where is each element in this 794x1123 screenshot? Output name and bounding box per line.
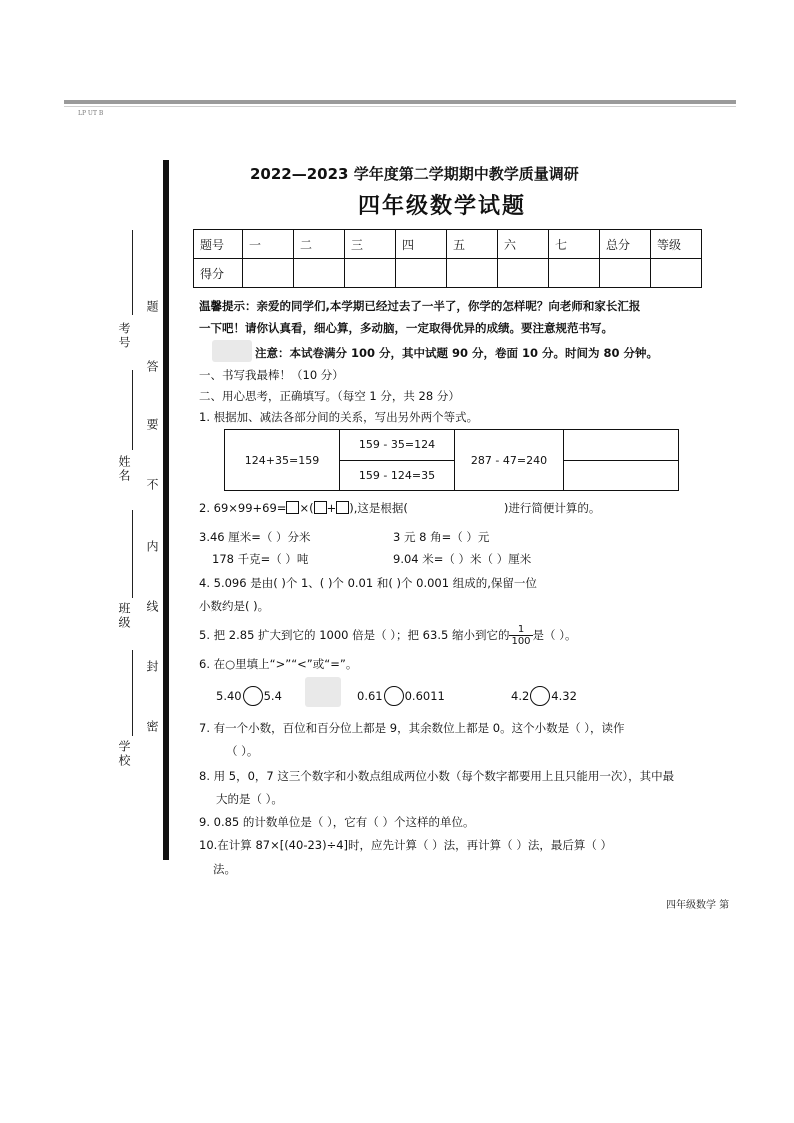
answer-cell[interactable]	[564, 460, 679, 491]
exam-number-blank	[132, 230, 133, 315]
seal-char: 封	[145, 660, 159, 674]
seal-char: 线	[145, 600, 159, 614]
exam-number-label: 考号	[117, 322, 131, 350]
question-2: 2. 69×99+69= ×( + ),这是根据( )进行简便计算的。	[199, 501, 601, 515]
compare-c: 4.2 4.32	[511, 686, 577, 706]
exam-subtitle: 2022—2023 学年度第二学期期中教学质量调研	[250, 165, 579, 183]
question-7-line1: 7. 有一个小数，百位和百分位上都是 9，其余数位上都是 0。这个小数是（ ），读作	[199, 721, 625, 735]
answer-box[interactable]	[336, 501, 349, 514]
binding-line	[163, 160, 169, 860]
question-3b: 3 元 8 角=（ ）元	[393, 530, 490, 544]
score-cell[interactable]	[396, 259, 447, 288]
scan-smudge	[305, 677, 341, 707]
score-header-cell: 题号	[194, 230, 243, 259]
score-table-score-row	[194, 259, 702, 288]
seal-char: 题	[145, 300, 159, 314]
compare-circle[interactable]	[243, 686, 263, 706]
score-cell[interactable]	[651, 259, 702, 288]
scan-smudge	[212, 340, 252, 362]
score-cell[interactable]	[294, 259, 345, 288]
question-4-line1: 4. 5.096 是由( )个 1、( )个 0.01 和( )个 0.001 组成的,保留一位	[199, 576, 537, 590]
question-7-line2: （ ）。	[226, 744, 259, 758]
tips-line2: 一下吧！请你认真看，细心算，多动脑，一定取得优异的成绩。要注意规范书写。	[199, 321, 613, 335]
score-header-cell: 四	[396, 230, 447, 259]
score-header-cell: 总分	[600, 230, 651, 259]
tips-line1: 温馨提示：亲爱的同学们,本学期已经过去了一半了，你学的怎样呢？向老师和家长汇报	[199, 299, 641, 313]
score-cell[interactable]	[345, 259, 396, 288]
compare-circle[interactable]	[384, 686, 404, 706]
score-header-cell: 二	[294, 230, 345, 259]
question-9: 9. 0.85 的计数单位是（ ），它有（ ）个这样的单位。	[199, 815, 475, 829]
question-3d: 9.04 米=（ ）米（ ）厘米	[393, 552, 532, 566]
page-footer: 四年级数学 第	[666, 900, 730, 911]
compare-b: 0.61 0.6011	[357, 686, 445, 706]
question-6: 6. 在○里填上“>”“<”或“=”。	[199, 657, 358, 671]
equation-table	[224, 429, 679, 491]
corner-code: LP UT B	[78, 110, 104, 117]
score-header-cell: 等级	[651, 230, 702, 259]
score-header-cell: 一	[243, 230, 294, 259]
question-3c: 178 千克=（ ）吨	[212, 552, 309, 566]
name-blank	[132, 370, 133, 450]
section-2-heading: 二、用心思考，正确填写。（每空 1 分，共 28 分）	[199, 389, 460, 403]
section-1-heading: 一、书写我最棒！（10 分）	[199, 368, 344, 382]
question-8-line2: 大的是（ ）。	[216, 792, 283, 806]
score-header-cell: 三	[345, 230, 396, 259]
seal-char: 不	[145, 478, 159, 492]
question-4-line2: 小数约是( )。	[199, 599, 270, 613]
class-label: 班级	[117, 602, 131, 630]
score-cell[interactable]	[243, 259, 294, 288]
score-cell[interactable]	[447, 259, 498, 288]
score-header-cell: 五	[447, 230, 498, 259]
score-row-label: 得分	[194, 259, 243, 288]
score-header-cell: 六	[498, 230, 549, 259]
answer-cell[interactable]	[564, 430, 679, 461]
equation-cell: 159 - 35=124	[340, 430, 455, 461]
score-cell[interactable]	[600, 259, 651, 288]
score-header-cell: 七	[549, 230, 600, 259]
fraction: $\frac{1}{100}$	[511, 624, 531, 647]
seal-char: 要	[145, 418, 159, 432]
compare-circle[interactable]	[530, 686, 550, 706]
seal-char: 答	[145, 360, 159, 374]
question-10-line2: 法。	[213, 862, 236, 876]
compare-a: 5.40 5.4	[216, 686, 282, 706]
question-1: 1. 根据加、减法各部分间的关系，写出另外两个等式。	[199, 410, 479, 424]
school-label: 学校	[117, 740, 131, 768]
score-cell[interactable]	[549, 259, 600, 288]
notice-text: 注意：本试卷满分 100 分，其中试题 90 分，卷面 10 分。时间为 80 分钟。	[255, 346, 659, 360]
question-10-line1: 10.在计算 87×[(40-23)÷4]时，应先计算（ ）法，再计算（ ）法，最后算（ ）	[199, 838, 612, 852]
question-5: 5. 把 2.85 扩大到它的 1000 倍是（ ）；把 63.5 缩小到它的 $\frac{1}{100}$ 是（ ）。	[199, 624, 577, 647]
name-label: 姓名	[117, 455, 131, 483]
seal-char: 密	[145, 720, 159, 734]
exam-title: 四年级数学试题	[358, 194, 527, 219]
question-8-line1: 8. 用 5，0，7 这三个数字和小数点组成两位小数（每个数字都要用上且只能用一次），其中最	[199, 769, 675, 783]
score-table-header-row	[194, 230, 702, 259]
answer-box[interactable]	[286, 501, 299, 514]
equation-cell: 159 - 124=35	[340, 460, 455, 491]
answer-box[interactable]	[314, 501, 327, 514]
scan-edge-line	[64, 106, 736, 107]
equation-cell: 124+35=159	[225, 430, 340, 491]
score-cell[interactable]	[498, 259, 549, 288]
equation-cell: 287 - 47=240	[455, 430, 564, 491]
score-table	[193, 229, 702, 288]
question-3a: 3.46 厘米=（ ）分米	[199, 530, 311, 544]
seal-char: 内	[145, 540, 159, 554]
class-blank	[132, 510, 133, 598]
school-blank	[132, 650, 133, 736]
scan-edge	[64, 100, 736, 104]
